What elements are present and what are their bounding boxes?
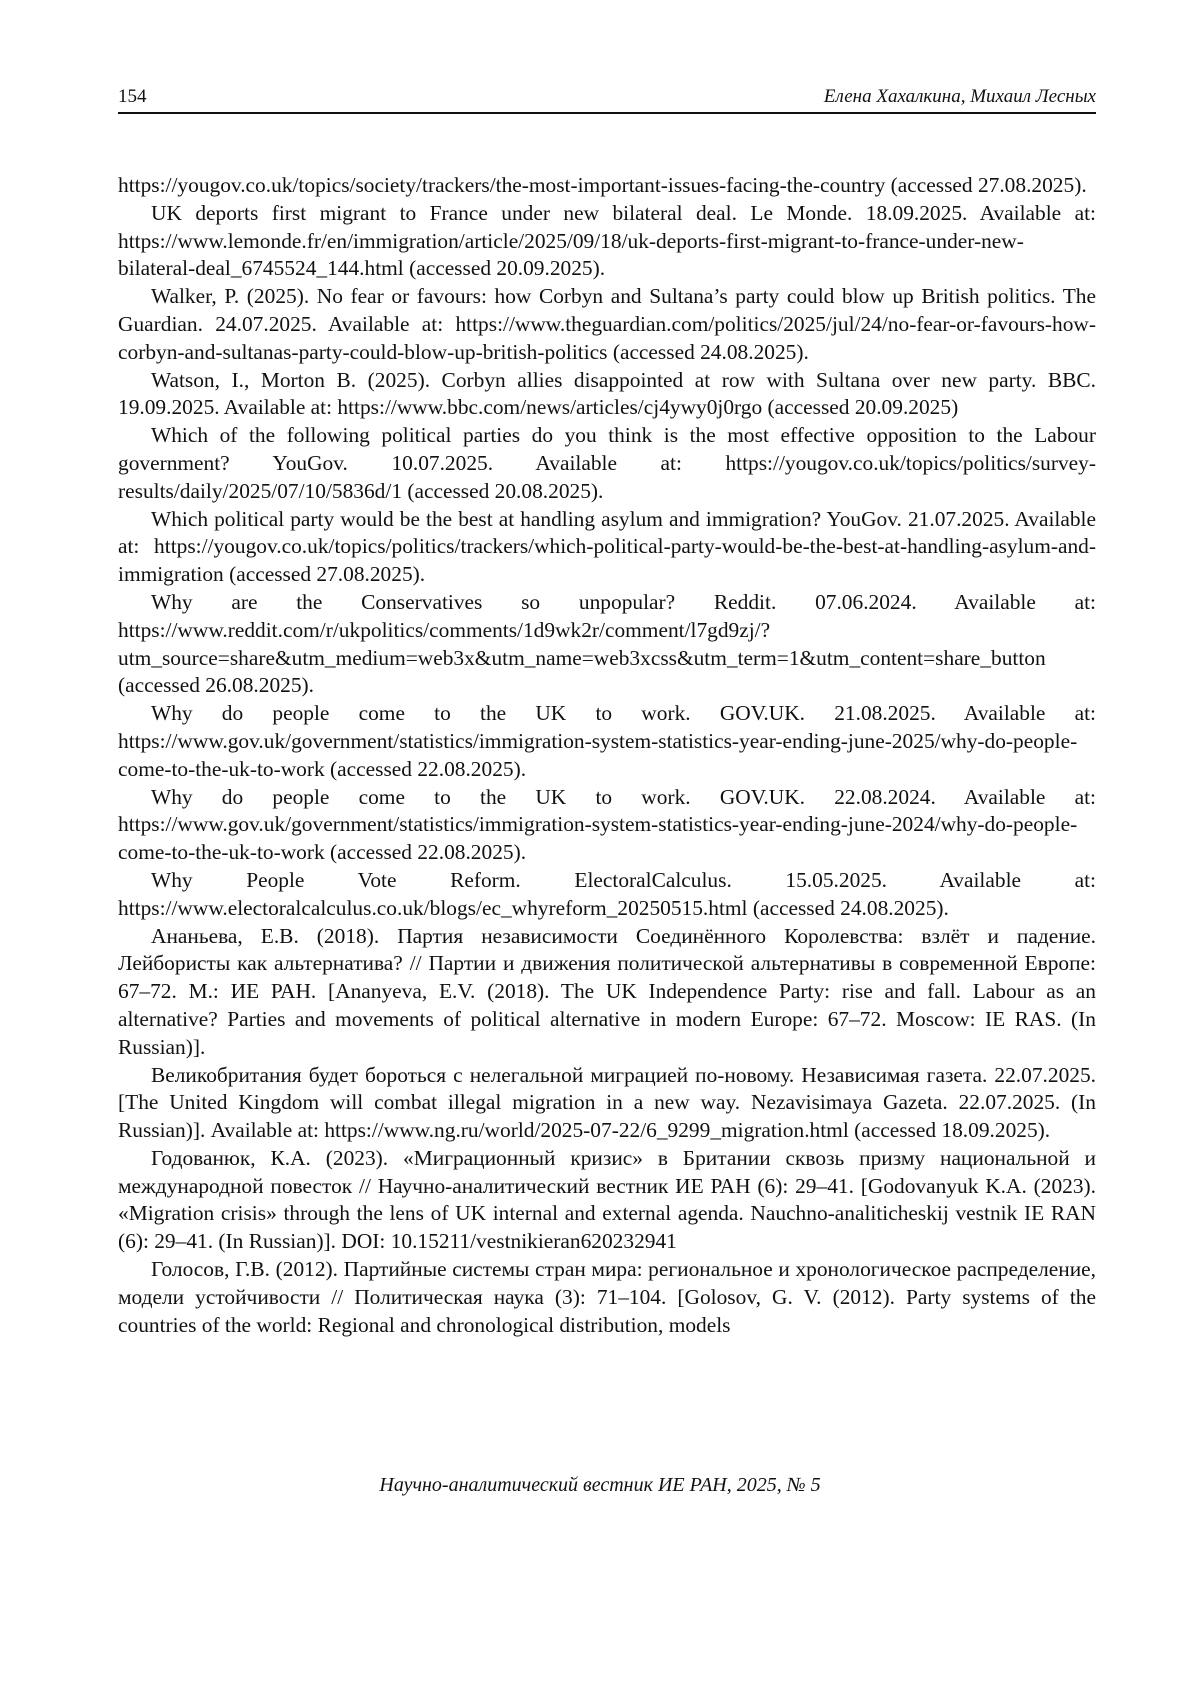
reference-entry: Годованюк, К.А. (2023). «Миграционный кризис» в Британии сквозь призму национальной и международной повесток // Научно-аналитический вестник ИЕ РАН (6): 29–41. [Godovanyuk K.A. (2023). «Migration crisis» through the lens of UK internal and external agenda. Nauchno-analiticheskij vestnik IE RAN (6): 29–41. (In Russian)]. DOI: 10.15211/vestnikieran620232941 <box>118 1145 1096 1254</box>
reference-entry: Why are the Conservatives so unpopular? Reddit. 07.06.2024. Available at: https://www.reddit.com/r/ukpolitics/comments/1d9wk2r/comment/l7gd9zj/?utm_source=share&utm_medium=web3x&utm_name=web3xcss&utm_term=1&utm_content=share_button (accessed 26.08.2025). <box>118 589 1096 698</box>
page-number: 154 <box>118 86 147 107</box>
running-head-authors: Елена Хахалкина, Михаил Лесных <box>823 86 1096 107</box>
reference-list <box>118 172 1096 1339</box>
reference-entry: Why do people come to the UK to work. GOV.UK. 22.08.2024. Available at: https://www.gov.uk/government/statistics/immigration-system-statistics-year-ending-june-2024/why-do-people-come-to-the-uk-to-work (accessed 22.08.2025). <box>118 784 1096 865</box>
reference-entry: UK deports first migrant to France under new bilateral deal. Le Monde. 18.09.2025. Available at: https://www.lemonde.fr/en/immigration/article/2025/09/18/uk-deports-first-migrant-to-france-under-new-bilateral-deal_6745524_144.html (accessed 20.09.2025). <box>118 200 1096 281</box>
reference-entry: Why do people come to the UK to work. GOV.UK. 21.08.2025. Available at: https://www.gov.uk/government/statistics/immigration-system-statistics-year-ending-june-2025/why-do-people-come-to-the-uk-to-work (accessed 22.08.2025). <box>118 701 1096 781</box>
reference-entry: Why People Vote Reform. ElectoralCalculus. 15.05.2025. Available at: https://www.electoralcalculus.co.uk/blogs/ec_whyreform_20250515.html (accessed 24.08.2025). <box>118 867 1096 920</box>
reference-entry: Walker, P. (2025). No fear or favours: how Corbyn and Sultana’s party could blow up British politics. The Guardian. 24.07.2025. Available at: https://www.theguardian.com/politics/2025/jul/24/no-fear-or-favours-how-corbyn-and-sultanas-party-could-blow-up-british-politics (accessed 24.08.2025). <box>118 284 1096 364</box>
page-header <box>118 86 1096 114</box>
reference-entry: Великобритания будет бороться с нелегальной миграцией по-новому. Независимая газета. 22.07.2025. [The United Kingdom will combat illegal migration in a new way. Nezavisimaya Gazeta. 22.07.2025. (In Russian)]. Available at: https://www.ng.ru/world/2025-07-22/6_9299_migration.html (accessed 18.09.2025). <box>118 1062 1096 1143</box>
reference-entry: Which political party would be the best at handling asylum and immigration? YouGov. 21.07.2025. Available at: https://yougov.co.uk/topics/politics/trackers/which-political-party-would-be-the-best-at-handling-asylum-and-immigration (accessed 27.08.2025). <box>118 506 1096 587</box>
reference-entry: Ананьева, Е.В. (2018). Партия независимости Соединённого Королевства: взлёт и падение. Лейбористы как альтернатива? // Партии и движения политической альтернативы в современной Европе: 67–72. М.: ИЕ РАН. [Ananyeva, E.V. (2018). The UK Independence Party: rise and fall. Labour as an alternative? Parties and movements of political alternative in modern Europe: 67–72. Moscow: IE RAS. (In Russian)]. <box>118 923 1096 1059</box>
reference-entry: Голосов, Г.В. (2012). Партийные системы стран мира: региональное и хронологическое распределение, модели устойчивости // Политическая наука (3): 71–104. [Golosov, G. V. (2012). Party systems of the countries of the world: Regional and chronological distribution, models <box>118 1257 1096 1337</box>
journal-footer: Научно-аналитический вестник ИЕ РАН, 2025, № 5 <box>379 1474 821 1496</box>
reference-entry: Which of the following political parties do you think is the most effective opposition to the Labour government? YouGov. 10.07.2025. Available at: https://yougov.co.uk/topics/politics/survey-results/daily/2025/07/10/5836d/1 (accessed 20.08.2025). <box>118 423 1096 503</box>
reference-entry-continued: https://yougov.co.uk/topics/society/trackers/the-most-important-issues-facing-the-country (accessed 27.08.2025). <box>118 173 1087 197</box>
reference-entry: Watson, I., Morton B. (2025). Corbyn allies disappointed at row with Sultana over new party. BBC. 19.09.2025. Available at: https://www.bbc.com/news/articles/cj4ywy0j0rgo (accessed 20.09.2025) <box>118 367 1096 420</box>
